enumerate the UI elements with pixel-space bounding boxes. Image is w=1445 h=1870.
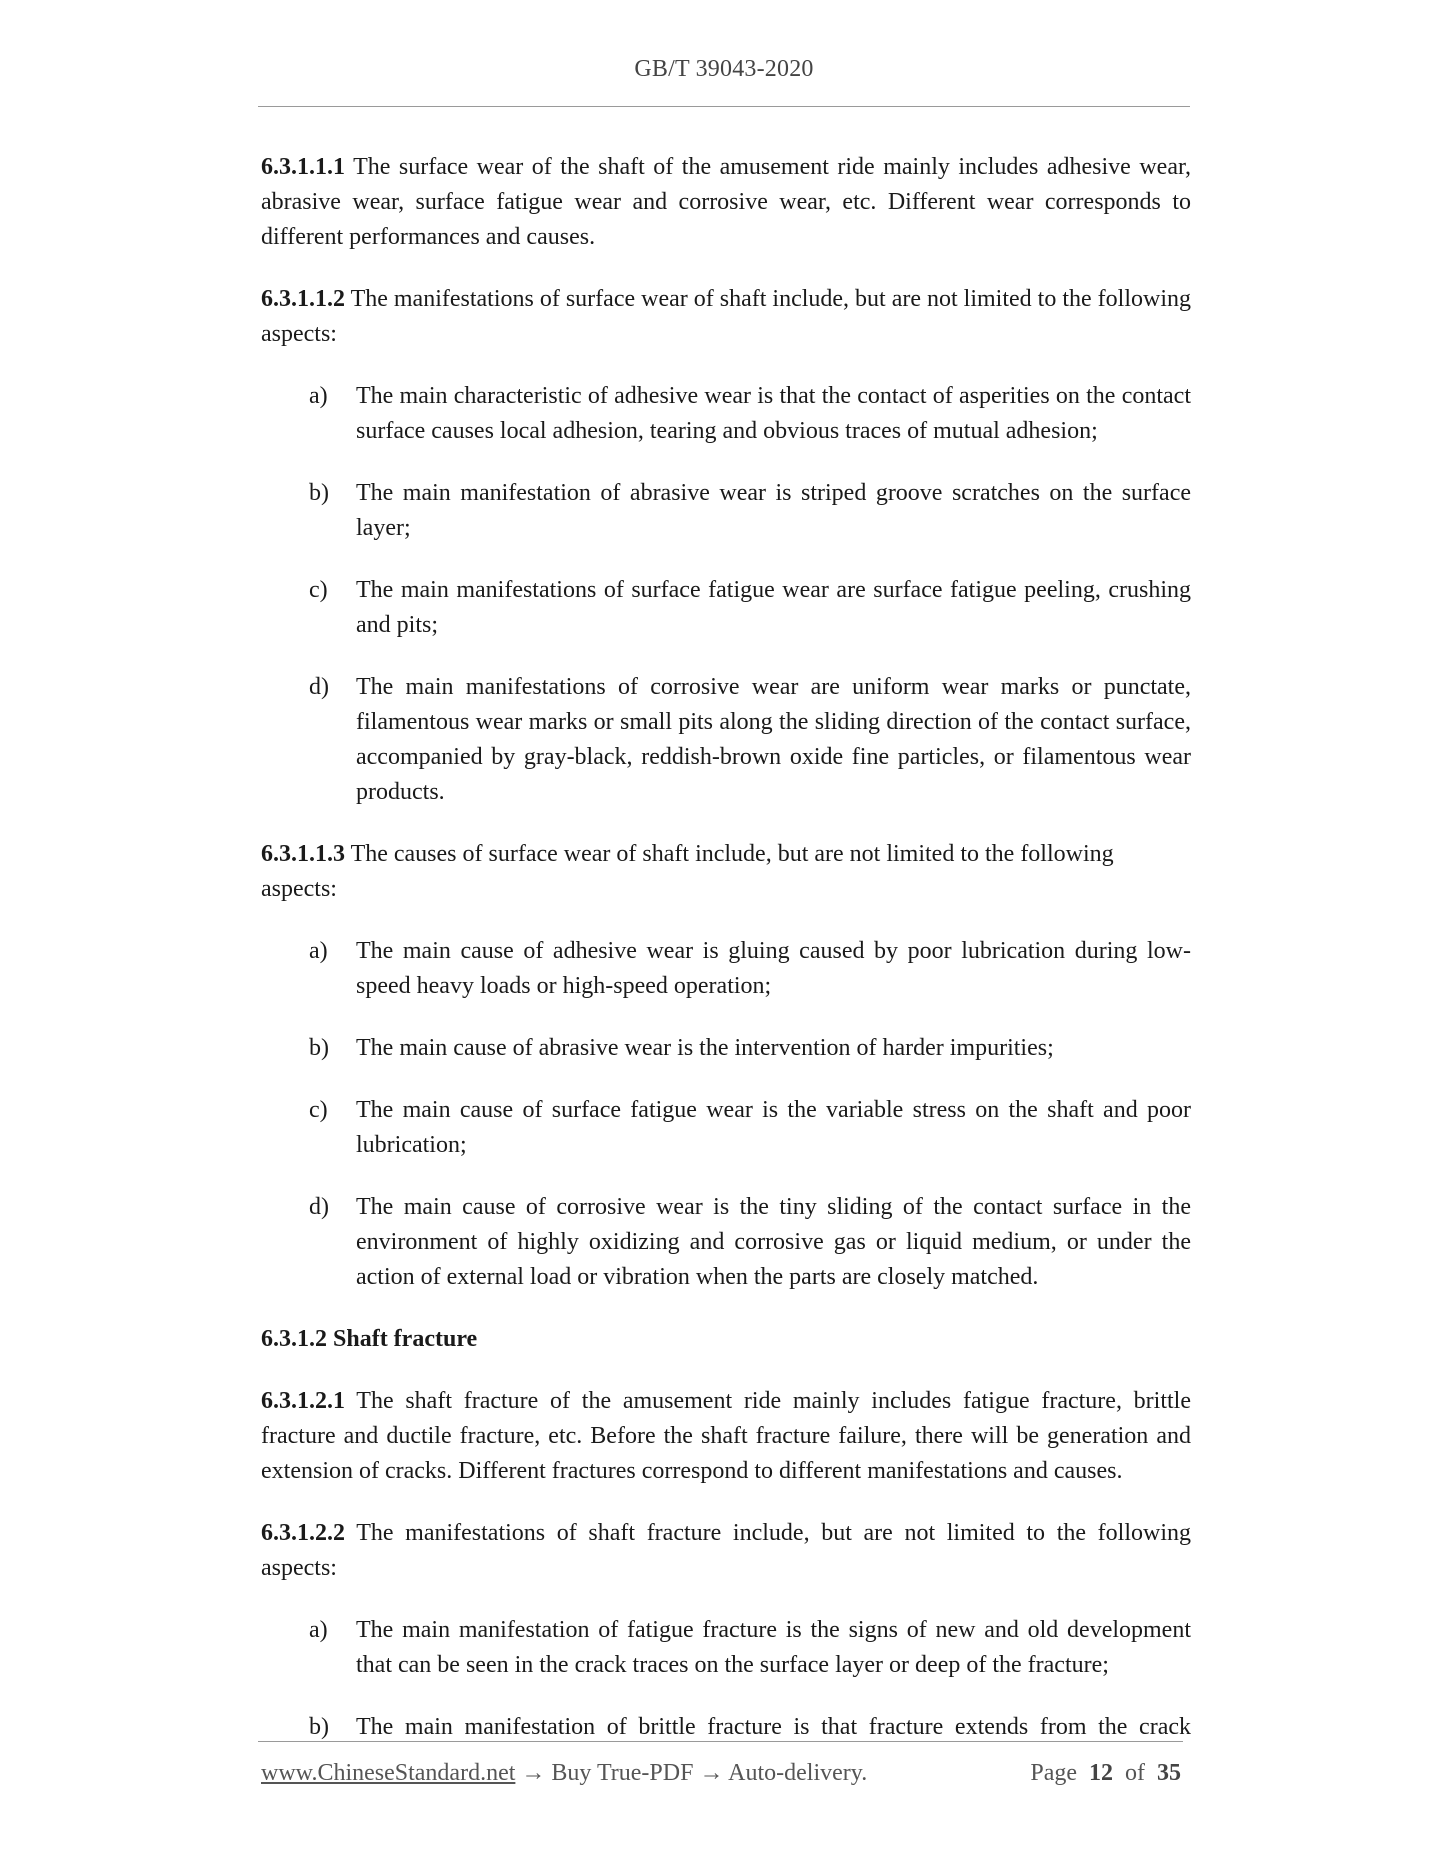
standard-code: GB/T 39043-2020 [634, 56, 814, 82]
document-body [261, 150, 1191, 1772]
list-marker: c) [309, 1097, 328, 1123]
list-item-text: The main manifestations of surface fatigue wear are surface fatigue peeling, crushing and pits; [356, 577, 1191, 638]
clause-number: 6.3.1.1.1 [261, 154, 345, 180]
clause-text: The surface wear of the shaft of the amusement ride mainly includes adhesive wear, abrasive wear, surface fatigue wear and corrosive wear, etc. Different wear corresponds to different performances and causes. [261, 154, 1191, 250]
wear-manifestations-list [261, 379, 1191, 810]
list-item [261, 1190, 1191, 1295]
clause-number: 6.3.1.2.1 [261, 1388, 345, 1414]
list-item [261, 1031, 1191, 1066]
list-item-text: The main manifestations of corrosive wear are uniform wear marks or punctate, filamentous wear marks or small pits along the sliding direction of the contact surface, accompanied by gray-black, reddish-brown oxide fine particles, or filamentous wear products. [356, 674, 1191, 805]
list-item [261, 1710, 1191, 1745]
clause-number: 6.3.1.2.2 [261, 1520, 345, 1546]
list-item-text: The main cause of abrasive wear is the intervention of harder impurities; [356, 1035, 1054, 1061]
list-item-text: The main manifestation of abrasive wear is striped groove scratches on the surface layer; [356, 480, 1191, 541]
list-item [261, 1613, 1191, 1683]
list-item-text: The main manifestation of fatigue fracture is the signs of new and old development that can be seen in the crack traces on the surface layer or deep of the fracture; [356, 1617, 1191, 1678]
list-item [261, 1093, 1191, 1163]
page-word: Page [1030, 1760, 1077, 1786]
list-marker: d) [309, 1194, 329, 1220]
buy-pdf-text: Buy True-PDF [551, 1760, 694, 1786]
list-item-text: The main cause of corrosive wear is the tiny sliding of the contact surface in the environment of highly oxidizing and corrosive gas or liquid medium, or under the action of external load or vibration when the parts are closely matched. [356, 1194, 1191, 1290]
clause-6-3-1-1-2 [261, 282, 1191, 352]
list-item [261, 476, 1191, 546]
list-marker: d) [309, 674, 329, 700]
list-item [261, 670, 1191, 810]
clause-6-3-1-1-3 [261, 837, 1191, 907]
clause-text: The shaft fracture of the amusement ride mainly includes fatigue fracture, brittle fracture and ductile fracture, etc. Before the shaft fracture failure, there will be generation and extension of cracks. Different fractures correspond to different manifestations and causes. [261, 1388, 1191, 1484]
site-link[interactable]: www.ChineseStandard.net [261, 1760, 516, 1786]
footer-divider [258, 1741, 1183, 1742]
section-heading: 6.3.1.2 Shaft fracture [261, 1326, 478, 1352]
arrow-right-icon: → [693, 1760, 729, 1786]
list-marker: c) [309, 577, 328, 603]
clause-6-3-1-2-2 [261, 1516, 1191, 1586]
list-marker: b) [309, 480, 329, 506]
list-item-text: The main characteristic of adhesive wear is that the contact of asperities on the contact surface causes local adhesion, tearing and obvious traces of mutual adhesion; [356, 383, 1191, 444]
clause-text: The manifestations of surface wear of shaft include, but are not limited to the following aspects: [261, 286, 1191, 347]
list-item-text: The main cause of surface fatigue wear is the variable stress on the shaft and poor lubrication; [356, 1097, 1191, 1158]
footer-promo [261, 1758, 867, 1788]
list-item [261, 379, 1191, 449]
arrow-right-icon: → [515, 1760, 552, 1786]
wear-causes-list [261, 934, 1191, 1295]
current-page: 12 [1089, 1760, 1113, 1786]
clause-6-3-1-1-1 [261, 150, 1191, 255]
clause-text: The causes of surface wear of shaft include, but are not limited to the following aspects: [261, 841, 1114, 902]
list-marker: a) [309, 938, 328, 964]
list-item-text: The main manifestation of brittle fracture is that fracture extends from the crack [356, 1714, 1191, 1740]
clause-number: 6.3.1.1.2 [261, 286, 345, 312]
clause-text: The manifestations of shaft fracture include, but are not limited to the following aspects: [261, 1520, 1191, 1581]
list-marker: a) [309, 383, 328, 409]
list-item [261, 573, 1191, 643]
page-header [258, 56, 1190, 83]
auto-delivery-text: Auto-delivery. [728, 1760, 868, 1786]
list-marker: b) [309, 1714, 329, 1740]
list-item-text: The main cause of adhesive wear is gluing caused by poor lubrication during low-speed heavy loads or high-speed operation; [356, 938, 1191, 999]
list-marker: a) [309, 1617, 328, 1643]
list-item [261, 934, 1191, 1004]
clause-6-3-1-2-1 [261, 1384, 1191, 1489]
clause-number: 6.3.1.1.3 [261, 841, 345, 867]
header-divider [258, 106, 1190, 107]
list-marker: b) [309, 1035, 329, 1061]
page-number [1030, 1758, 1181, 1788]
total-pages: 35 [1157, 1760, 1181, 1786]
fracture-manifestations-list [261, 1613, 1191, 1745]
of-word: of [1125, 1760, 1145, 1786]
